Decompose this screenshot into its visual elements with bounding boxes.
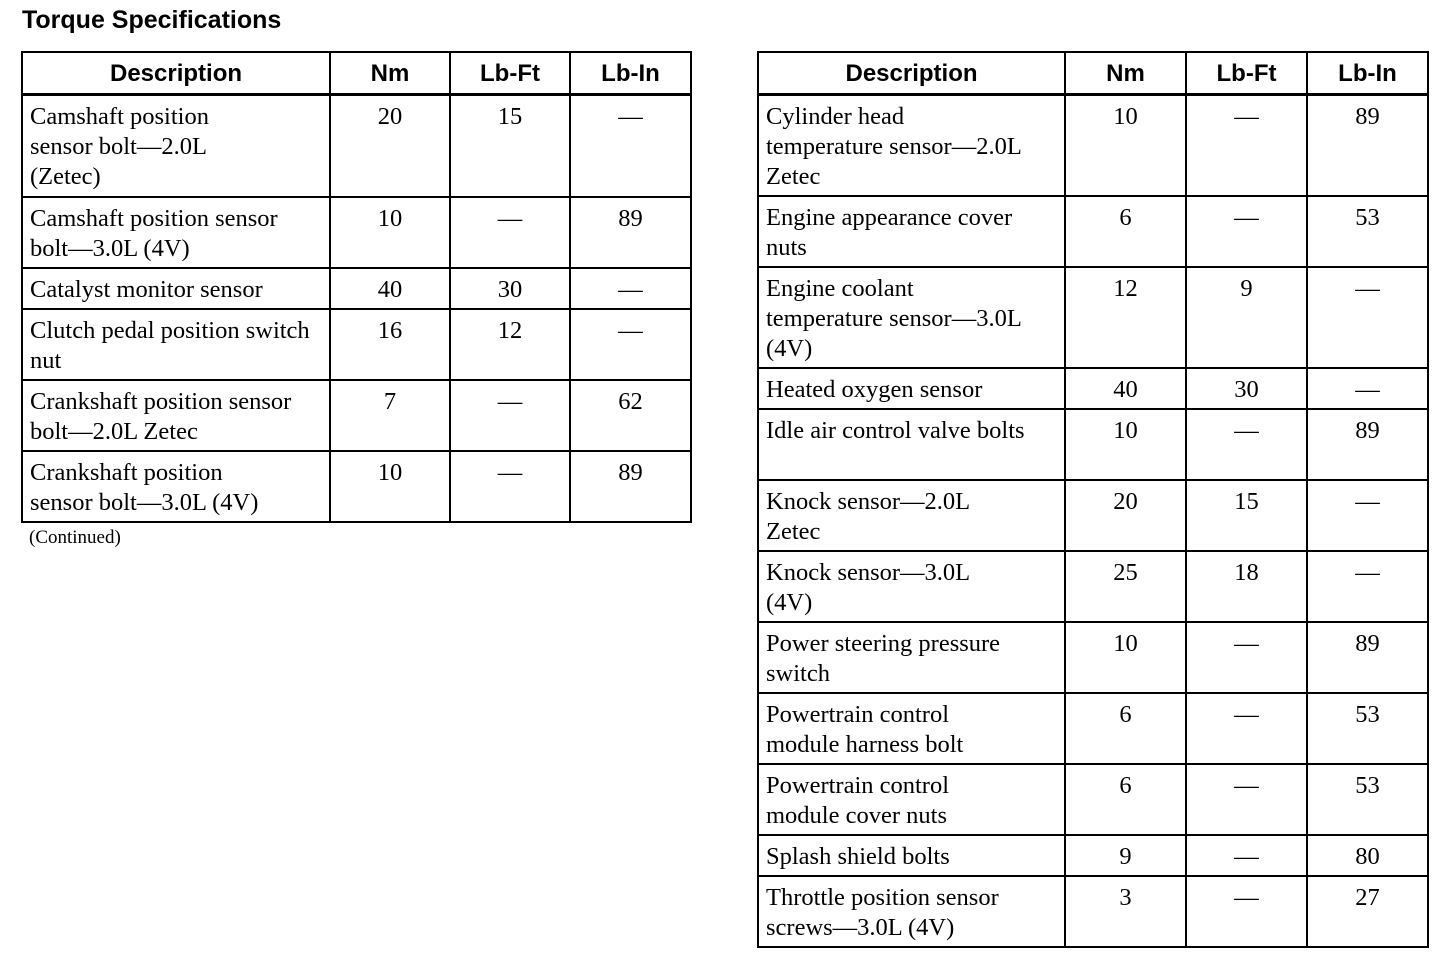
table-row: [758, 95, 1428, 196]
description-cell: Catalyst monitor sensor: [22, 268, 330, 309]
table-row: [758, 693, 1428, 764]
description-cell: Crankshaft position sensor bolt—3.0L (4V): [22, 451, 330, 522]
header-description: Description: [758, 52, 1065, 95]
header-description: Description: [22, 52, 330, 95]
lb-ft-cell: —: [1186, 693, 1307, 764]
header-lb-in: Lb-In: [570, 52, 691, 95]
description-cell: Camshaft position sensor bolt—2.0L (Zetec): [22, 95, 330, 197]
lb-ft-cell: 15: [450, 95, 570, 197]
lb-in-cell: —: [570, 95, 691, 197]
lb-in-cell: —: [1307, 480, 1428, 551]
lb-in-cell: 89: [1307, 622, 1428, 693]
lb-in-cell: 89: [1307, 409, 1428, 480]
description-cell: Power steering pressure switch: [758, 622, 1065, 693]
table-row: [22, 197, 691, 268]
nm-cell: 9: [1065, 835, 1186, 876]
lb-ft-cell: —: [1186, 409, 1307, 480]
description-cell: Idle air control valve bolts: [758, 409, 1065, 480]
table-row: [758, 196, 1428, 267]
lb-ft-cell: —: [1186, 622, 1307, 693]
nm-cell: 20: [330, 95, 450, 197]
description-cell: Cylinder head temperature sensor—2.0L Zetec: [758, 95, 1065, 196]
lb-ft-cell: 30: [450, 268, 570, 309]
lb-ft-cell: 15: [1186, 480, 1307, 551]
table-row: [758, 480, 1428, 551]
lb-ft-cell: 18: [1186, 551, 1307, 622]
table-row: [22, 268, 691, 309]
nm-cell: 6: [1065, 693, 1186, 764]
lb-in-cell: 62: [570, 380, 691, 451]
nm-cell: 40: [330, 268, 450, 309]
lb-in-cell: —: [570, 309, 691, 380]
lb-in-cell: 89: [570, 451, 691, 522]
torque-table-right: [757, 51, 1429, 948]
nm-cell: 3: [1065, 876, 1186, 947]
description-cell: Crankshaft position sensor bolt—2.0L Zetec: [22, 380, 330, 451]
nm-cell: 10: [1065, 95, 1186, 196]
description-cell: Knock sensor—2.0L Zetec: [758, 480, 1065, 551]
description-cell: Camshaft position sensor bolt—3.0L (4V): [22, 197, 330, 268]
lb-in-cell: —: [1307, 368, 1428, 409]
lb-in-cell: 53: [1307, 196, 1428, 267]
lb-ft-cell: —: [1186, 876, 1307, 947]
table-row: [22, 451, 691, 522]
table-row: [758, 622, 1428, 693]
nm-cell: 6: [1065, 196, 1186, 267]
lb-ft-cell: —: [1186, 764, 1307, 835]
continued-note: (Continued): [29, 527, 121, 548]
lb-in-cell: 53: [1307, 764, 1428, 835]
lb-in-cell: 89: [570, 197, 691, 268]
lb-ft-cell: —: [1186, 835, 1307, 876]
table-row: [758, 764, 1428, 835]
header-lb-ft: Lb-Ft: [450, 52, 570, 95]
description-cell: Powertrain control module harness bolt: [758, 693, 1065, 764]
lb-ft-cell: 12: [450, 309, 570, 380]
nm-cell: 25: [1065, 551, 1186, 622]
lb-ft-cell: —: [450, 380, 570, 451]
nm-cell: 6: [1065, 764, 1186, 835]
description-cell: Splash shield bolts: [758, 835, 1065, 876]
lb-ft-cell: —: [450, 451, 570, 522]
table-row: [758, 409, 1428, 480]
description-cell: Clutch pedal position switch nut: [22, 309, 330, 380]
page-title: Torque Specifications: [22, 6, 282, 34]
lb-in-cell: —: [1307, 267, 1428, 368]
nm-cell: 10: [1065, 409, 1186, 480]
lb-ft-cell: —: [450, 197, 570, 268]
description-cell: Throttle position sensor screws—3.0L (4V): [758, 876, 1065, 947]
nm-cell: 10: [330, 197, 450, 268]
table-row: [22, 380, 691, 451]
lb-in-cell: 80: [1307, 835, 1428, 876]
table-row: [758, 551, 1428, 622]
description-cell: Heated oxygen sensor: [758, 368, 1065, 409]
table-row: [758, 267, 1428, 368]
table-row: [758, 876, 1428, 947]
lb-ft-cell: —: [1186, 95, 1307, 196]
header-row: [22, 52, 691, 95]
nm-cell: 10: [330, 451, 450, 522]
lb-in-cell: 53: [1307, 693, 1428, 764]
description-cell: Engine appearance cover nuts: [758, 196, 1065, 267]
lb-in-cell: —: [570, 268, 691, 309]
header-row: [758, 52, 1428, 95]
lb-ft-cell: —: [1186, 196, 1307, 267]
nm-cell: 12: [1065, 267, 1186, 368]
lb-in-cell: —: [1307, 551, 1428, 622]
nm-cell: 16: [330, 309, 450, 380]
description-cell: Powertrain control module cover nuts: [758, 764, 1065, 835]
header-nm: Nm: [330, 52, 450, 95]
description-cell: Knock sensor—3.0L (4V): [758, 551, 1065, 622]
table-row: [22, 95, 691, 197]
nm-cell: 40: [1065, 368, 1186, 409]
header-lb-in: Lb-In: [1307, 52, 1428, 95]
table-row: [22, 309, 691, 380]
table-row: [758, 368, 1428, 409]
lb-in-cell: 27: [1307, 876, 1428, 947]
description-cell: Engine coolant temperature sensor—3.0L (4V): [758, 267, 1065, 368]
header-nm: Nm: [1065, 52, 1186, 95]
lb-ft-cell: 9: [1186, 267, 1307, 368]
table-row: [758, 835, 1428, 876]
lb-in-cell: 89: [1307, 95, 1428, 196]
header-lb-ft: Lb-Ft: [1186, 52, 1307, 95]
nm-cell: 10: [1065, 622, 1186, 693]
nm-cell: 7: [330, 380, 450, 451]
torque-table-left: [21, 51, 692, 523]
lb-ft-cell: 30: [1186, 368, 1307, 409]
nm-cell: 20: [1065, 480, 1186, 551]
